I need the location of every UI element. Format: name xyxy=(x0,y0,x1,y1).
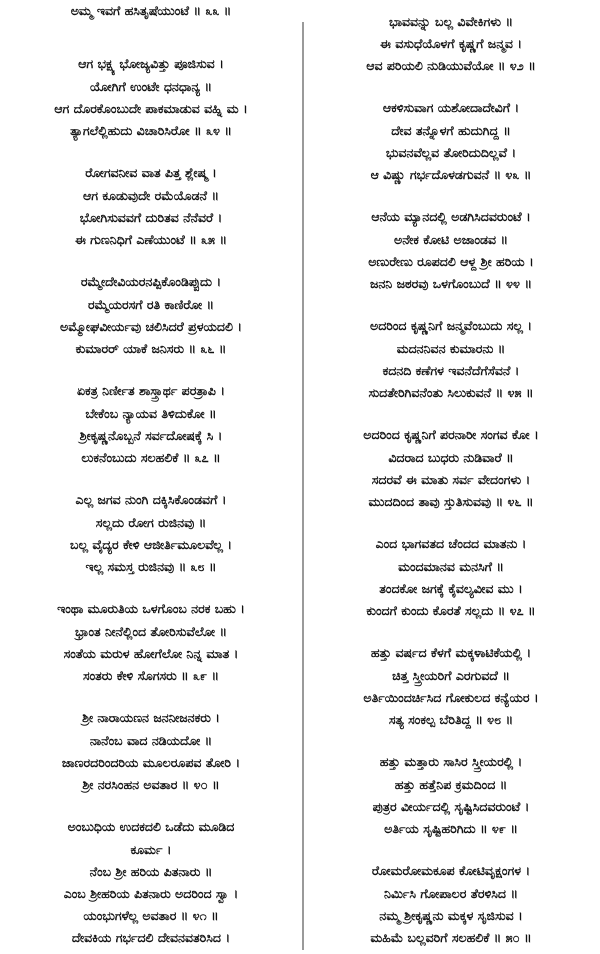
verse-line: ಮಹಿಮೆ ಬಲ್ಲವರಿಗೆ ಸಲಹಲಿಕೆ ॥ ೫೦ ॥ xyxy=(370,930,532,945)
verse-line: ಸತ್ಯ ಸಂಕಲ್ಪ ಬೆರಿತಿದ್ದ ॥ ೪೮ ॥ xyxy=(388,712,514,727)
verse-line: ಅರ್ತಿಯ ಸೃಷ್ಟಿಹರಿಗಿದು ॥ ೪೯ ॥ xyxy=(384,821,518,836)
verse-line: ಆಕಳಿಸುವಾಗ ಯಶೋದಾದೇವಿಗೆ । xyxy=(382,100,520,115)
verse-line: ರಮ್ಮೆಯರಸಗೆ ರತಿ ಕಾಣಿರೋ ॥ xyxy=(87,297,215,312)
verse-line: ಯಂಭುಗಳೆಲ್ಲ ಅವತಾರ ॥ ೪೧ ॥ xyxy=(83,908,219,923)
verse-line: ಬಲ್ಲ ವೈದ್ಯರ ಕೇಳಿ ಆಜೀರ್ತಿಮೂಲವೆಲ್ಲ । xyxy=(69,537,232,552)
verse-line: ಸುದತೇರಿಗಿವನೆಂತು ಸಿಲುಕುವನೆ ॥ ೪೫ ॥ xyxy=(368,385,534,400)
verse-line: ಈ ವಸುಧೆಯೊಳಗೆ ಕೃಷ್ಣಗೆ ಜನ್ಮವ । xyxy=(380,36,522,51)
verse-line: ಇಂಥಾ ಮೂರುತಿಯ ಒಳಗೊಂಬ ನರಕ ಬಹು । xyxy=(57,601,245,616)
verse-line: ನಿರ್ಮಿಸಿ ಗೋಪಾಲರ ತೆರಳಿಸಿದ ॥ xyxy=(384,886,518,901)
verse-line: ಯೋಗಿಗೆ ಉಂಟೇ ಧನಧಾನ್ಯ ॥ xyxy=(90,79,212,94)
verse-line: ಆಗ ಕೂಡುವುದೇ ರಮೆಯೊಡನೆ ॥ xyxy=(82,188,220,203)
verse-line: ರೋಮರೋಮಕೂಪ ಕೋಟಿವೃಕ್ಷಂಗಳ । xyxy=(371,863,531,878)
verse-line: ಆ ವಿಷ್ಣು ಗರ್ಭದೊಳಡಗುವನೆ ॥ ೪೩ ॥ xyxy=(370,167,532,182)
verse-line: ಶ್ರೀಕೃಷ್ಣನೊಬ್ಬನೆ ಸರ್ವದೋಷಕ್ಕೆ ಸಿ । xyxy=(79,428,223,443)
verse-line: ಭೋಗಿಸುವವಗೆ ದುರಿತವ ನೆನೆವರೆ । xyxy=(79,210,223,225)
verse-line: ನೆಂಬ ಶ್ರೀ ಹರಿಯ ಪಿತನಾರು ॥ xyxy=(89,864,213,879)
verse-line: ಕೂರ್ಮ । xyxy=(130,842,172,857)
verse-line: ಆವ ಪರಿಯಲಿ ನುಡಿಯುವೆಯೋ ॥ ೪೨ ॥ xyxy=(366,58,536,73)
verse-line: ಮದನನಿವನ ಕುಮಾರನು ॥ xyxy=(396,341,506,356)
verse-line: ಅರ್ತಿಯಿಂದರ್ಚಿಸಿದ ಗೋಕುಲದ ಕನ್ಯೆಯರ । xyxy=(363,690,539,705)
verse-line: ಕುಮಾರರ್ ಯಾಕೆ ಜನಿಸರು ॥ ೩೬ ॥ xyxy=(75,341,227,356)
verse-line: ಶ್ರೀ ನರಸಿಂಹನ ಅವತಾರ ॥ ೪೦ ॥ xyxy=(82,777,220,792)
verse-line: ಬೇಕೆಂಬ ನ್ಯಾಯವ ತಿಳಿದುಕೋ ॥ xyxy=(85,406,217,421)
verse-line: ಲುಕನೆಂಬುದು ಸಲಹಲಿಕೆ ॥ ೩೭ ॥ xyxy=(81,450,221,465)
verse-line: ಆಗ ದೊರಕೊಂಬುದೇ ಪಾಕಮಾಡುವ ವಹ್ನಿ ಮ । xyxy=(54,101,248,116)
verse-line: ಅದರಿಂದ ಕೃಷ್ಣನಿಗೆ ಜನ್ಮವೆಂಬುದು ಸಲ್ಲ । xyxy=(369,318,533,333)
verse-line: ಶ್ರೀ ನಾರಾಯಣನ ಜನನೀಜನಕರು । xyxy=(82,710,220,725)
verse-line: ಭ್ರಾಂತ ನೀನೆಲ್ಲಿಂದ ತೋರಿಸುವೆಲೋ ॥ xyxy=(74,624,228,639)
verse-line: ಎಂಬ ಶ್ರೀಹರಿಯ ಪಿತನಾರು ಅದರಿಂದ ಸ್ವಾ । xyxy=(63,886,239,901)
verse-line: ಆನೆಯ ಮ್ಯಾನದಲ್ಲಿ ಅಡಗಿಸಿದವರುಂಟೆ । xyxy=(371,209,531,224)
verse-line: ತ್ಯಾಗಲೆಲ್ಲಿಹುದು ವಿಚಾರಿಸಿರೋ ॥ ೩೪ ॥ xyxy=(70,123,232,138)
verse-line: ಎಂದ ಭಾಗವತದ ಚೆಂದದ ಮಾತನು । xyxy=(375,536,527,551)
verse-line: ಅಣುರೇಣು ರೂಪದಲಿ ಆಳ್ದ ಶ್ರೀ ಹರಿಯ । xyxy=(368,254,534,269)
verse-line: ನಮ್ಮ ಶ್ರೀಕೃಷ್ಣನು ಮಕ್ಕಳ ಸೃಜಿಸುವ । xyxy=(379,908,523,923)
verse-line: ರೋಗವನೀವ ವಾತ ಪಿತ್ತ ಶ್ಲೇಷ್ಮ । xyxy=(85,165,217,180)
verse-line: ದೇವಕಿಯ ಗರ್ಭದಲಿ ದೇವನವತರಿಸಿದ । xyxy=(71,930,231,945)
verse-line: ಅಮ್ಮೋಘವೀರ್ಯವು ಚಲಿಸಿದರೆ ಪ್ರಳಯದಲಿ । xyxy=(59,319,243,334)
verse-line: ಭುವನವೆಲ್ಲವ ತೋರಿದುದಿಲ್ಲವೆ । xyxy=(385,145,517,160)
verse-line: ಹತ್ತು ಮತ್ತಾರು ಸಾಸಿರ ಸ್ತ್ರೀಯರಲ್ಲಿ । xyxy=(379,754,523,769)
verse-line: ಭಾವವನ್ನು ಬಲ್ಲ ವಿವೇಕಿಗಳು ॥ xyxy=(389,14,513,29)
verse-line: ಜನನಿ ಜಠರವು ಒಳಗೊಂಬುದೆ ॥ ೪೪ ॥ xyxy=(369,276,533,291)
verse-line: ಸಂತೆಯ ಮರುಳ ಹೋಗೆಲೋ ನಿನ್ನ ಮಾತ । xyxy=(63,646,239,661)
verse-line: ರಮ್ಮೇದೇವಿಯರನಪ್ಪಿಕೊಂಡಿಪ್ಪುದು । xyxy=(80,274,222,289)
verse-line: ಈ ಗುಣನಿಧಿಗೆ ಎಣೆಯುಂಟೆ ॥ ೩೫ ॥ xyxy=(74,232,228,247)
verse-line: ವಿದರಾದ ಬುಧರು ನುಡಿವಾರೆ ॥ xyxy=(388,450,514,465)
verse-line: ಎಲ್ಲ ಜಗವ ನುಂಗಿ ದಕ್ಕಿಸಿಕೊಂಡವಗೆ । xyxy=(75,492,227,507)
verse-line: ಸಲ್ಲದು ರೋಗ ರುಜಿನವು ॥ xyxy=(95,515,207,530)
verse-line: ಆಗ ಭಕ್ಷ್ಯ ಭೋಜ್ಯವಿತ್ತು ಪೂಜಿಸುವ । xyxy=(78,56,224,71)
verse-line: ದೇವ ತನ್ನೊಳಗೆ ಹುದುಗಿದ್ದ ॥ xyxy=(391,123,511,138)
verse-line: ಏಕತ್ರ ನಿರ್ಣೀತ ಶಾಸ್ತ್ರಾರ್ಥ ಪರತ್ರಾಪಿ । xyxy=(76,383,226,398)
verse-line: ಅನೇಕ ಕೋಟಿ ಅಜಾಂಡವ ॥ xyxy=(393,232,509,247)
verse-line: ಹತ್ತು ಹತ್ತೆನಿಪ ಕ್ರಮದಿಂದ ॥ xyxy=(394,777,508,792)
verse-line: ಕುಂದಗೆ ಕುಂದು ಕೊರತೆ ಸಲ್ಲದು ॥ ೪೭ ॥ xyxy=(366,603,536,618)
verse-line: ಅಮ್ಮ ಇವಗೆ ಹಸಿತೃಷೆಯುಂಟೆ ॥ ೩೩ ॥ xyxy=(70,3,232,18)
verse-line: ಜಾಣರದರಿಂದರಿಯ ಮೂಲರೂಪವ ತೋರಿ । xyxy=(61,755,241,770)
verse-line: ನಾನೆಂಬ ವಾದ ನಡಿಯದೋ ॥ xyxy=(89,733,213,748)
verse-line: ಪುತ್ರರ ವೀರ್ಯದಲ್ಲಿ ಸೃಷ್ಟಿಸಿದವರುಂಟೆ । xyxy=(372,799,530,814)
right-column xyxy=(302,0,600,954)
verse-line: ಸಂತರು ಕೇಳಿ ಸೊಗಸರು ॥ ೩೯ ॥ xyxy=(82,668,220,683)
verse-line: ತಂದಕೋ ಜಗಕ್ಕೆ ಕೈವಲ್ಯವೀವ ಮು । xyxy=(379,581,523,596)
verse-line: ಅದರಿಂದ ಕೃಷ್ಣನಿಗೆ ಪರನಾರೀ ಸಂಗವ ಕೋ । xyxy=(363,427,539,442)
verse-line: ಸದರವೆ ಈ ಮಾತು ಸರ್ವ ವೇದಂಗಳು । xyxy=(371,472,531,487)
verse-line: ಕದನದಿ ಕಣೆಗಳ ಇವನೆದೆಗೆಸೆವನೆ । xyxy=(382,363,520,378)
verse-line: ಮುದದಿಂದ ತಾವು ಸ್ತುತಿಸುವವು ॥ ೪೬ ॥ xyxy=(368,494,534,509)
verse-line: ಹತ್ತು ವರ್ಷದ ಕೆಳಗೆ ಮಕ್ಕಳಾಟಿಕೆಯಲ್ಲಿ । xyxy=(370,645,532,660)
verse-line: ಚಿತ್ತ ಸ್ತ್ರೀಯರಿಗೆ ಎರಗುವದೆ ॥ xyxy=(392,668,510,683)
verse-line: ಅಂಬುಧಿಯ ಉದಕದಲಿ ಒಡೆದು ಮೂಡಿದ xyxy=(67,819,235,834)
verse-line: ಇಲ್ಲ ಸಮಸ್ತ ರುಜಿನವು ॥ ೩೮ ॥ xyxy=(85,559,217,574)
verse-line: ಮಂದಮಾನವ ಮನಸಿಗೆ ॥ xyxy=(398,559,504,574)
